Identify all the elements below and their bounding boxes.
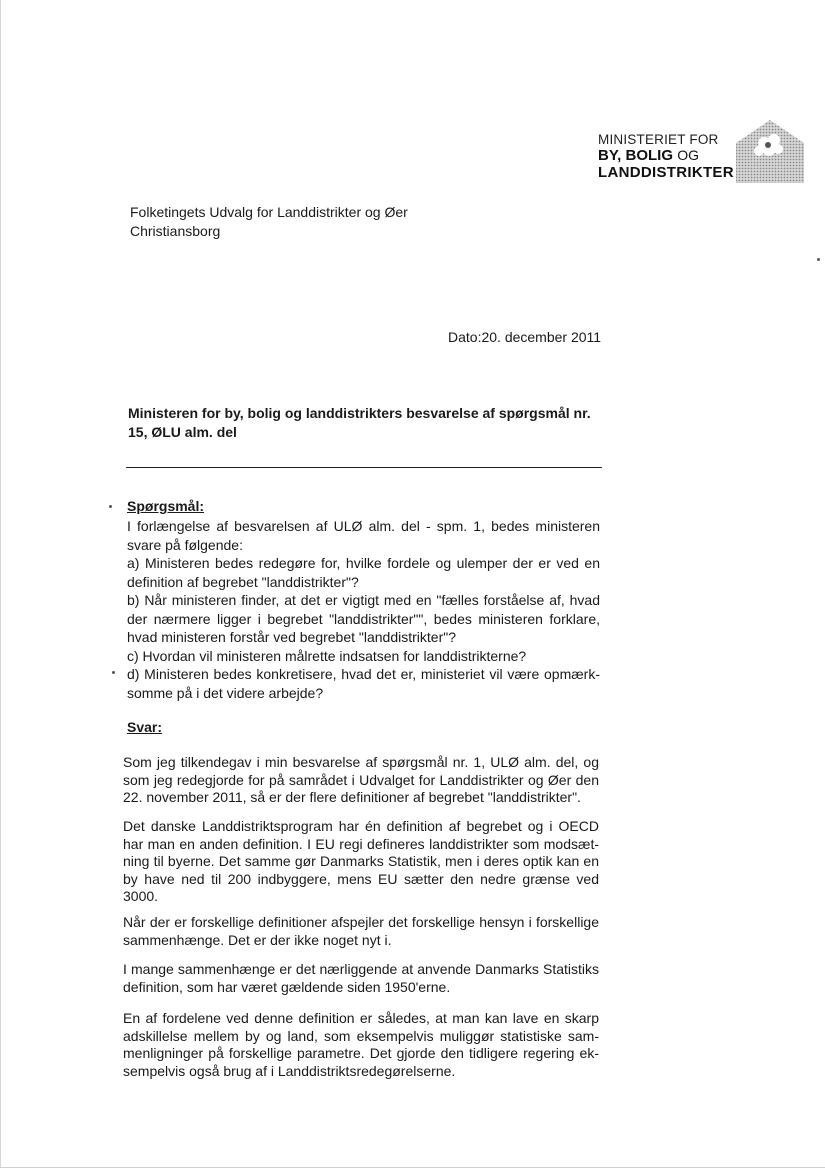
ministry-logo-text [598, 132, 738, 181]
question-item-a: a) Ministeren bedes redegøre for, hvilke fordele og ulemper der er ved en definition af begrebet "landdistrikter"? [127, 555, 600, 590]
recipient-line-1: Folketingets Udvalg for Landdistrikter og Øer [130, 204, 408, 220]
answer-paragraph-2 [123, 818, 599, 906]
question-item-c: c) Hvordan vil ministeren målrette indsatsen for landdistrikterne? [127, 647, 527, 664]
house-emblem-icon [732, 119, 808, 185]
title-divider [126, 467, 602, 468]
recipient-line-2: Christiansborg [130, 223, 221, 239]
answer-paragraph-1 [123, 754, 599, 807]
scan-speck [112, 671, 115, 674]
answer-paragraph-4 [123, 961, 599, 996]
answer-paragraph-1-text: Som jeg tilkendegav i min besvarelse af spørgsmål nr. 1, ULØ alm. del, og som jeg redegjorde for på samrådet i Udvalget for Landdistrikter og Øer den 22. november 2011, så er der flere definitioner af begrebet "landdistrikter". [123, 754, 599, 805]
scan-speck [109, 505, 112, 508]
logo-line-3: LANDDISTRIKTER [598, 164, 734, 181]
question-intro: I forlængelse af besvarelsen af ULØ alm. del - spm. 1, bedes ministeren svare på følgende: [127, 518, 600, 553]
question-item-b: b) Når ministeren finder, at det er vigtigt med en "fælles forståelse af, hvad der nærmere ligger i begrebet "landdistrikter"", bedes ministeren forklare, hvad ministeren forstår ved begrebet "landdistrikter"? [127, 592, 600, 645]
logo-line-2-main: BY, BOLIG [598, 147, 674, 164]
answer-heading: Svar: [127, 719, 163, 735]
logo-line-2 [598, 147, 738, 164]
title-line-2: 15, ØLU alm. del [128, 424, 237, 440]
answer-paragraph-2-text: Det danske Landdistriktsprogram har én definition af begrebet og i OECD har man en anden definition. I EU regi defineres landdistrikter som modsæt-ning til byerne. Det samme gør Danmarks Statistik, men i deres optik kan en by have ned til 200 indbyggere, mens EU sætter den nedre grænse ved 3000. [123, 818, 599, 904]
answer-paragraph-3 [123, 914, 599, 949]
title-line-1: Ministeren for by, bolig og landdistrikters besvarelse af spørgsmål nr. [128, 405, 591, 421]
answer-paragraph-3-text: Når der er forskellige definitioner afspejler det forskellige hensyn i forskellige sammenhænge. Det er der ikke noget nyt i. [123, 914, 599, 948]
question-body [127, 517, 600, 702]
answer-paragraph-5 [123, 1010, 599, 1080]
answer-paragraph-5-text: En af fordelene ved denne definition er således, at man kan lave en skarp adskillelse mellem by og land, som eksempelvis muliggør statistiske sam-menligninger på forskellige parametre. Det gjorde den tidligere regering ek-sempelvis også brug af i Landdistriktsredegørelserne. [123, 1010, 599, 1079]
logo-line-1: MINISTERIET FOR [598, 132, 719, 147]
logo-line-2-og: OG [677, 147, 699, 163]
document-date: Dato:20. december 2011 [448, 329, 602, 345]
question-heading: Spørgsmål: [127, 498, 205, 514]
question-item-d: d) Ministeren bedes konkretisere, hvad det er, ministeriet vil være opmærk-somme på i det videre arbejde? [127, 666, 600, 701]
ministry-logo [598, 132, 808, 184]
scan-speck [817, 258, 820, 261]
answer-paragraph-4-text: I mange sammenhænge er det nærliggende at anvende Danmarks Statistiks definition, som har været gældende siden 1950'erne. [123, 961, 599, 995]
document-title [128, 404, 608, 442]
recipient-address [130, 203, 408, 241]
